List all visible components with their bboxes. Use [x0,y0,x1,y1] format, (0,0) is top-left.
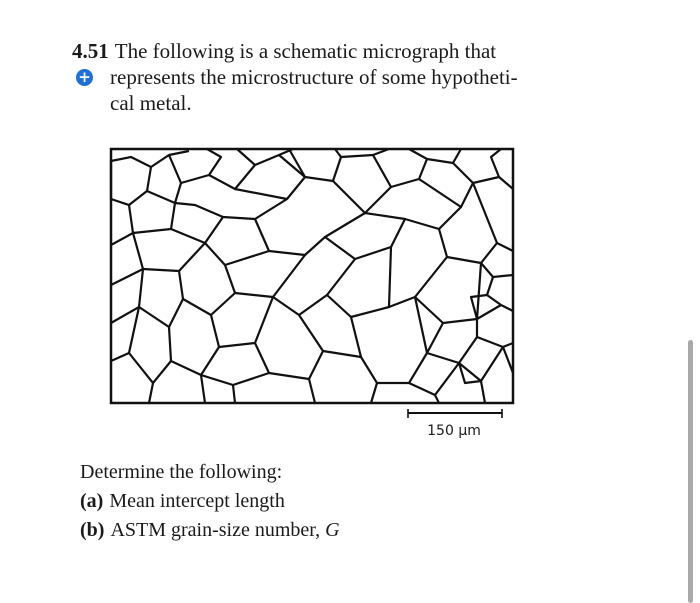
vertical-scrollbar[interactable] [688,340,693,603]
task-label: (b) [80,519,105,541]
problem-text-line2: represents the microstructure of some hypotheti- [110,65,518,89]
task-list [80,458,340,545]
micrograph-figure [109,147,515,405]
plus-icon[interactable]: + [76,69,93,86]
problem-number: 4.51 [72,39,109,63]
micrograph-border [111,149,513,403]
problem-text-line3: cal metal. [110,91,192,115]
problem-statement [72,38,594,116]
task-text: Mean intercept length [109,490,285,512]
task-intro: Determine the following: [80,461,283,483]
problem-text-line1: The following is a schematic micrograph that [114,39,497,63]
task-label: (a) [80,490,104,512]
scale-bar-label: 150 μm [427,423,481,439]
task-item-b [80,516,340,545]
task-item-a [80,487,340,516]
task-text: ASTM grain-size number, [110,519,326,541]
task-variable: G [325,519,340,541]
